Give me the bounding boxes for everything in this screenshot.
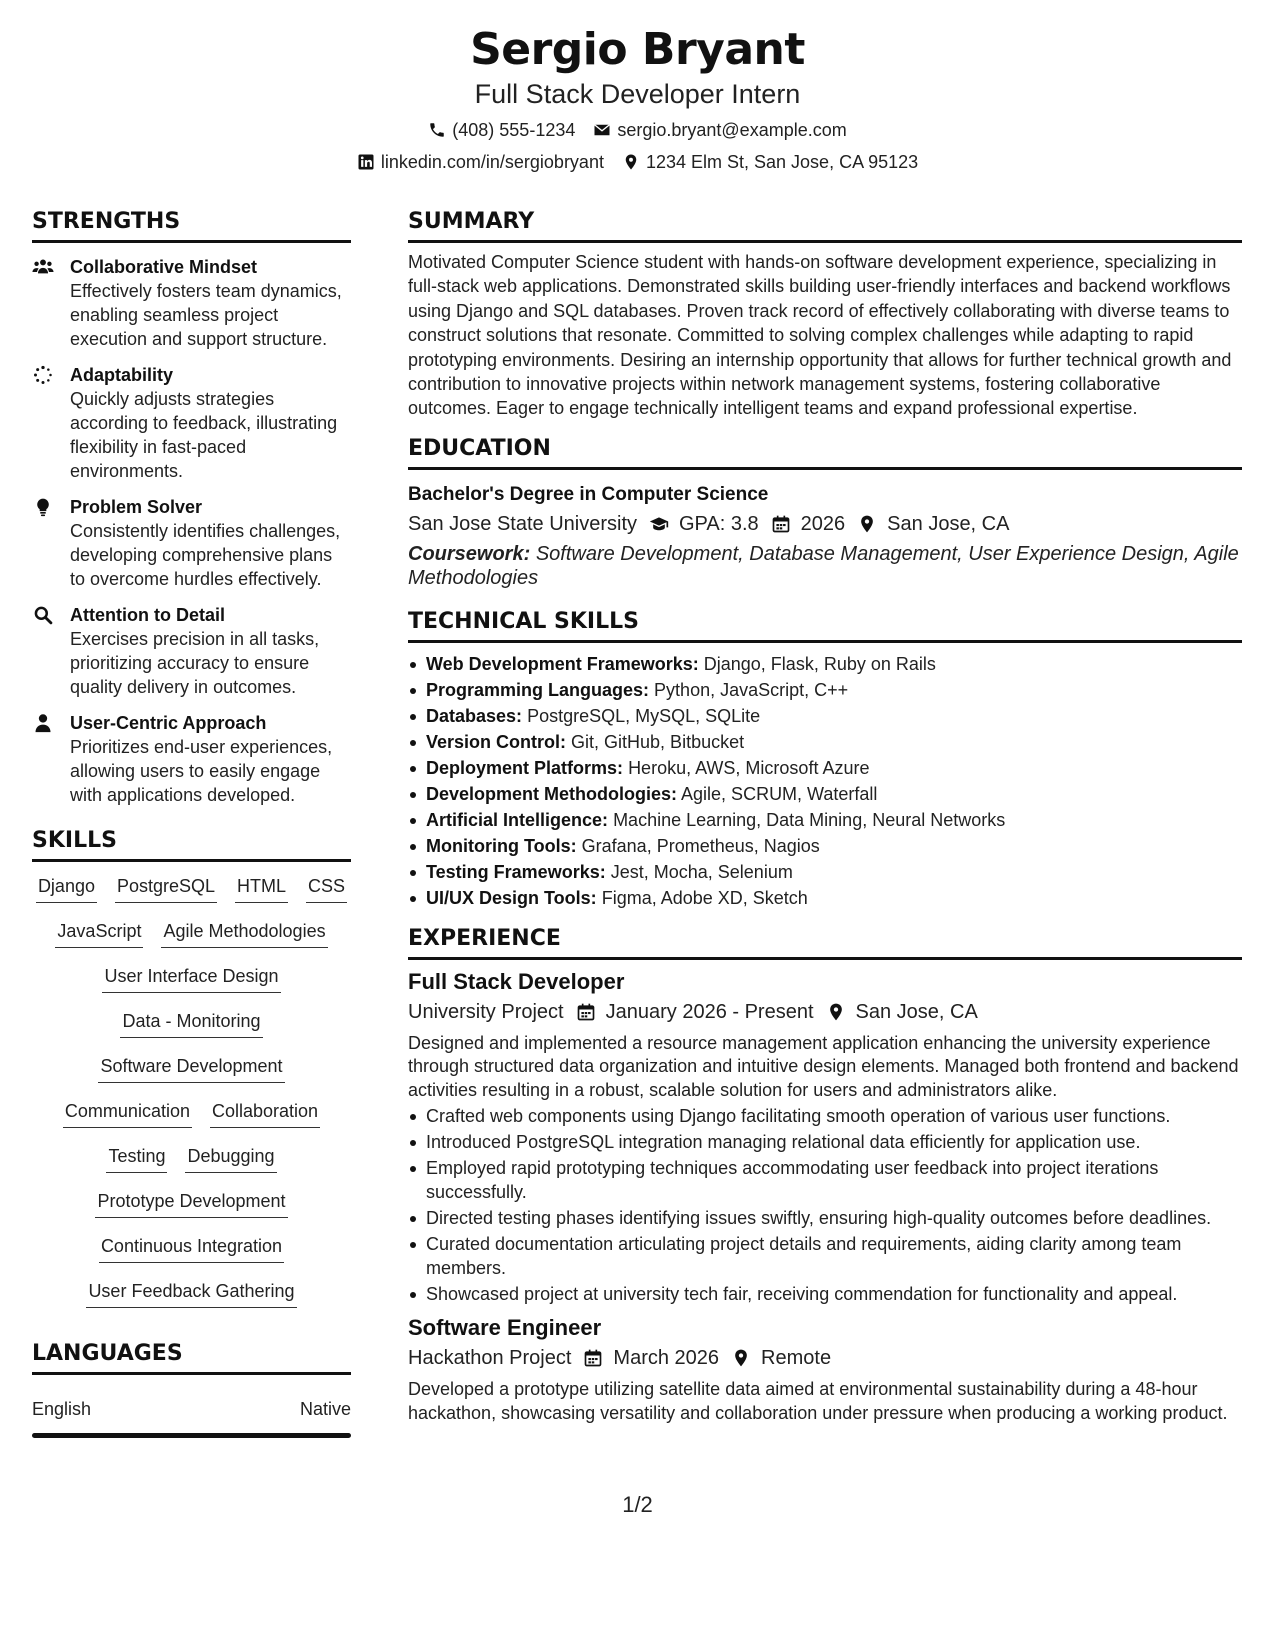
graduation-cap-icon [649,514,669,534]
skill-line [32,1189,351,1234]
list-item: Databases: PostgreSQL, MySQL, SQLite [408,703,1242,729]
page-number: 1/2 [622,1492,653,1517]
skill-tag: User Feedback Gathering [86,1279,296,1308]
skill-line [32,1054,351,1099]
contact-row-2 [0,150,1275,174]
list-item: Development Methodologies: Agile, SCRUM, Waterfall [408,781,1242,807]
list-item: Testing Frameworks: Jest, Mocha, Selenium [408,859,1242,885]
list-item: Programming Languages: Python, JavaScript, C++ [408,677,1242,703]
experience-heading: EXPERIENCE [408,925,561,951]
gpa-text: GPA: 3.8 [679,512,759,535]
linkedin-icon [357,153,375,171]
skill-line [32,1009,351,1054]
list-item: Monitoring Tools: Grafana, Prometheus, Nagios [408,833,1242,859]
email-contact[interactable] [593,118,846,142]
skill-line [32,1099,351,1144]
job-org: Hackathon Project [408,1347,572,1370]
education-meta [408,510,1242,538]
section-divider [408,467,1242,470]
address-text: 1234 Elm St, San Jose, CA 95123 [645,152,919,172]
skill-line [32,1234,351,1279]
job-entry [408,968,1242,1307]
section-divider [408,240,1242,243]
strengths-heading: STRENGTHS [32,209,181,234]
job-description: Designed and implemented a resource management application enhancing the university experience through structured data organization and intuitive design elements. Managed both frontend and backend activities resulting in a robust, scalable solution for users and administrators alike. [408,1032,1239,1100]
technical-skills-section [408,608,1242,911]
skill-tag: Collaboration [210,1099,320,1128]
phone-icon [428,121,446,139]
job-dates: March 2026 [613,1347,720,1370]
job-description: Developed a prototype utilizing satellite data aimed at environmental sustainability during a 48-hour hackathon, showcasing versatility and collaboration under pressure when producing a working product. [408,1379,1228,1423]
envelope-icon [593,121,611,139]
skill-tag: HTML [235,874,288,903]
strength-desc: Consistently identifies challenges, developing comprehensive plans to overcome hurdles effectively. [70,521,341,589]
strength-item [32,495,351,591]
calendar-icon [771,514,791,534]
skill-line [32,874,351,919]
section-divider [32,240,351,243]
linkedin-contact[interactable] [357,150,604,174]
skill-line [32,1144,351,1189]
candidate-name: Sergio Bryant [470,24,805,75]
skill-tag: CSS [306,874,347,903]
map-pin-icon [857,514,877,534]
skills-section [32,827,351,1324]
coursework-text: Software Development, Database Management, User Experience Design, Agile Methodologies [408,542,1239,589]
strength-title: Collaborative Mindset [70,257,258,277]
map-pin-icon [826,1002,846,1022]
strength-item [32,363,351,483]
section-divider [408,957,1242,960]
map-pin-icon [622,153,640,171]
summary-section [408,208,1242,421]
degree-title: Bachelor's Degree in Computer Science [408,483,769,505]
calendar-icon [576,1002,596,1022]
strength-desc: Quickly adjusts strategies according to feedback, illustrating flexibility in fast-paced environments. [70,389,338,481]
skill-tag: Django [36,874,97,903]
address-contact [622,150,918,174]
language-level: Native [299,1399,351,1419]
list-item: Employed rapid prototyping techniques accommodating user feedback into project iterations successfully. [408,1156,1242,1204]
section-divider [32,859,351,862]
list-item: Artificial Intelligence: Machine Learning, Data Mining, Neural Networks [408,807,1242,833]
education-heading: EDUCATION [408,435,551,461]
strength-item [32,603,351,699]
skill-tag: JavaScript [55,919,143,948]
language-name: English [32,1399,92,1419]
list-item: Deployment Platforms: Heroku, AWS, Microsoft Azure [408,755,1242,781]
language-row [32,1397,351,1421]
technical-skills-heading: TECHNICAL SKILLS [408,608,639,634]
phone-text: (408) 555-1234 [452,120,576,140]
skill-tags [32,874,351,1324]
section-divider [32,1372,351,1375]
school-name: San Jose State University [408,512,637,535]
strength-title: Adaptability [70,365,174,385]
summary-heading: SUMMARY [408,209,535,234]
job-bullets [408,1104,1242,1306]
list-item: UI/UX Design Tools: Figma, Adobe XD, Sketch [408,885,1242,911]
strength-item [32,711,351,807]
skill-line [32,964,351,1009]
list-item: Curated documentation articulating project details and requirements, aiding clarity among team members. [408,1232,1242,1280]
skill-line [32,919,351,964]
skill-tag: Debugging [185,1144,276,1173]
languages-section [32,1340,351,1438]
contact-row-1 [0,118,1275,142]
calendar-icon [583,1348,603,1368]
map-pin-icon [731,1348,751,1368]
section-divider [408,640,1242,643]
skill-tag: Software Development [98,1054,284,1083]
experience-section [408,925,1242,1426]
skill-tag: Continuous Integration [99,1234,284,1263]
list-item: Showcased project at university tech fair, receiving commendation for functionality and appeal. [408,1282,1242,1306]
phone-contact[interactable] [428,118,575,142]
graduation-year: 2026 [800,512,846,535]
skill-tag: Data - Monitoring [120,1009,262,1038]
email-text: sergio.bryant@example.com [617,120,847,140]
skill-tag: Agile Methodologies [161,919,327,948]
list-item: Directed testing phases identifying issues swiftly, ensuring high-quality outcomes before deadlines. [408,1206,1242,1230]
skill-line [32,1279,351,1324]
resume-header [0,0,1275,174]
school-location: San Jose, CA [887,512,1010,535]
strength-title: User-Centric Approach [70,713,267,733]
coursework-label: Coursework: [408,542,531,565]
spinner-icon [32,365,54,385]
job-title: Full Stack Developer [408,968,625,994]
strength-item [32,255,351,351]
job-meta [408,998,1242,1026]
linkedin-text: linkedin.com/in/sergiobryant [380,152,604,172]
language-proficiency-bar [32,1433,351,1438]
skill-tag: User Interface Design [102,964,280,993]
right-column [408,208,1242,1425]
summary-text: Motivated Computer Science student with hands-on software development experience, specializing in full-stack web applications. Demonstrated skills building user-friendly interfaces and backend workflows using Django and SQL databases. Proven track record of effectively collaborating with diverse teams to construct solutions that resonate. Committed to solving complex challenges while adapting to rapid prototyping environments. Desiring an internship opportunity that allows for further technical growth and contribution to innovative projects within network management systems, fostering collaborative outcomes. Eager to engage technically intelligent teams and expand professional expertise. [408,252,1232,419]
technical-skills-list [408,651,1242,911]
job-title: Software Engineer [408,1315,602,1341]
lightbulb-icon [32,497,54,517]
list-item: Crafted web components using Django facilitating smooth operation of various user functions. [408,1104,1242,1128]
job-location: San Jose, CA [855,1000,978,1023]
skill-tag: PostgreSQL [115,874,217,903]
skills-heading: SKILLS [32,828,117,853]
job-location: Remote [761,1347,832,1370]
users-icon [32,257,54,277]
skill-tag: Prototype Development [95,1189,287,1218]
list-item: Web Development Frameworks: Django, Flask, Ruby on Rails [408,651,1242,677]
skill-tag: Testing [106,1144,167,1173]
search-icon [32,605,54,625]
job-entry [408,1314,1242,1425]
job-meta [408,1344,1242,1372]
strength-title: Problem Solver [70,497,203,517]
job-org: University Project [408,1000,564,1023]
coursework [408,542,1242,590]
strength-title: Attention to Detail [70,605,225,625]
job-title-headline: Full Stack Developer Intern [474,79,801,109]
list-item: Version Control: Git, GitHub, Bitbucket [408,729,1242,755]
user-icon [32,713,54,733]
languages-heading: LANGUAGES [32,1341,183,1366]
strength-desc: Exercises precision in all tasks, prioritizing accuracy to ensure quality delivery in outcomes. [70,629,320,697]
left-column [32,208,351,1438]
strength-desc: Effectively fosters team dynamics, enabling seamless project execution and support structure. [70,281,342,349]
job-dates: January 2026 - Present [605,1000,814,1023]
strength-desc: Prioritizes end-user experiences, allowing users to easily engage with applications developed. [70,737,333,805]
list-item: Introduced PostgreSQL integration managing relational data efficiently for application use. [408,1130,1242,1154]
skill-tag: Communication [63,1099,192,1128]
strengths-section [32,208,351,807]
education-section [408,435,1242,590]
